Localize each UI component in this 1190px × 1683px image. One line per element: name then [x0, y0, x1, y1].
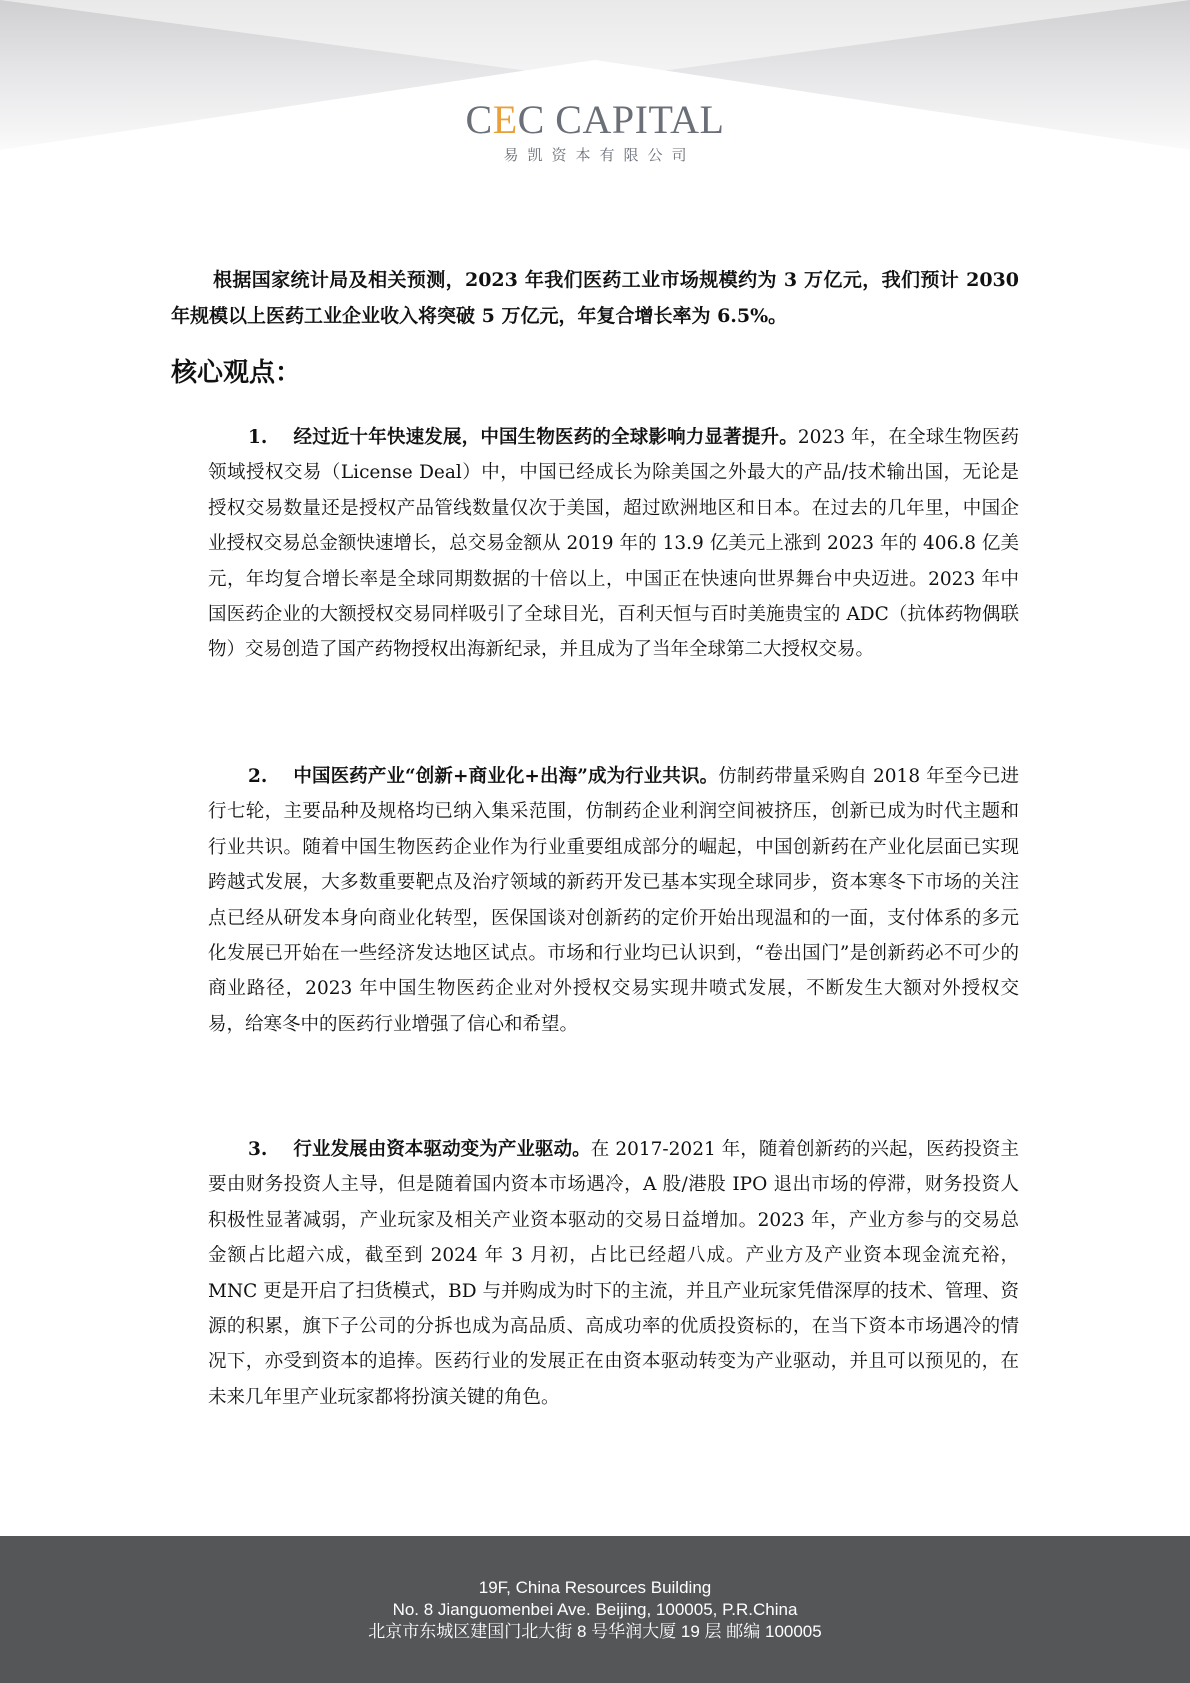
- logo-part1: C: [465, 97, 493, 142]
- core-point-1: [208, 420, 1019, 668]
- point-lead: 经过近十年快速发展，中国生物医药的全球影响力显著提升。: [293, 427, 798, 448]
- footer-address-line2: No. 8 Jianguomenbei Ave. Beijing, 100005, P.R.China: [392, 1600, 798, 1619]
- point-lead: 中国医药产业“创新+商业化+出海”成为行业共识。: [293, 766, 719, 787]
- footer-address-line1: 19F, China Resources Building: [478, 1578, 712, 1597]
- company-logo: [0, 97, 1190, 165]
- point-lead: 行业发展由资本驱动变为产业驱动。: [293, 1139, 591, 1160]
- footer-address-line3: 北京市东城区建国门北大街 8 号华润大厦 19 层 邮编 100005: [368, 1622, 822, 1641]
- logo-part2: C CAPITAL: [517, 97, 725, 142]
- point-number: 2.: [248, 766, 268, 787]
- core-point-2: [208, 759, 1019, 1042]
- logo-wordmark: [0, 97, 1190, 142]
- footer: [0, 1536, 1190, 1683]
- point-body: 在 2017-2021 年，随着创新药的兴起，医药投资主要由财务投资人主导，但是随着国内资本市场遇冷，A 股/港股 IPO 退出市场的停滞，财务投资人积极性显著减弱，产业玩家及相关产业资本驱动的交易日益增加。2023 年，产业方参与的交易总金额占比超六成，截至到 2024 年 3 月初，占比已经超八成。产业方及产业资本现金流充裕，MNC 更是开启了扫货模式，BD 与并购成为时下的主流，并且产业玩家凭借深厚的技术、管理、资源的积累，旗下子公司的分拆也成为高品质、高成功率的优质投资标的，在当下资本市场遇冷的情况下，亦受到资本的追捧。医药行业的发展正在由资本驱动转变为产业驱动，并且可以预见的，在未来几年里产业玩家都将扮演关键的角色。: [208, 1139, 1019, 1408]
- point-body: 仿制药带量采购自 2018 年至今已进行七轮，主要品种及规格均已纳入集采范围，仿制药企业利润空间被挤压，创新已成为时代主题和行业共识。随着中国生物医药企业作为行业重要组成部分的崛起，中国创新药在产业化层面已实现跨越式发展，大多数重要靶点及治疗领域的新药开发已基本实现全球同步，资本寒冬下市场的关注点已经从研发本身向商业化转型，医保国谈对创新药的定价开始出现温和的一面，支付体系的多元化发展已开始在一些经济发达地区试点。市场和行业均已认识到，“卷出国门”是创新药必不可少的商业路径，2023 年中国生物医药企业对外授权交易实现井喷式发展，不断发生大额对外授权交易，给寒冬中的医药行业增强了信心和希望。: [208, 766, 1019, 1035]
- intro-paragraph: 根据国家统计局及相关预测，2023 年我们医药工业市场规模约为 3 万亿元，我们预计 2030 年规模以上医药工业企业收入将突破 5 万亿元，年复合增长率为 6.5%。: [171, 269, 1019, 327]
- logo-accent: E: [492, 97, 518, 142]
- logo-subtitle: 易凯资本有限公司: [503, 146, 696, 164]
- core-point-3: [208, 1132, 1019, 1415]
- core-points-heading: 核心观点：: [171, 358, 302, 388]
- point-number: 1.: [248, 427, 268, 448]
- point-number: 3.: [248, 1139, 268, 1160]
- point-body: 2023 年，在全球生物医药领域授权交易（License Deal）中，中国已经成长为除美国之外最大的产品/技术输出国，无论是授权交易数量还是授权产品管线数量仅次于美国，超过欧洲地区和日本。在过去的几年里，中国企业授权交易总金额快速增长，总交易金额从 2019 年的 13.9 亿美元上涨到 2023 年的 406.8 亿美元，年均复合增长率是全球同期数据的十倍以上，中国正在快速向世界舞台中央迈进。2023 年中国医药企业的大额授权交易同样吸引了全球目光，百利天恒与百时美施贵宝的 ADC（抗体药物偶联物）交易创造了国产药物授权出海新纪录，并且成为了当年全球第二大授权交易。: [208, 427, 1019, 661]
